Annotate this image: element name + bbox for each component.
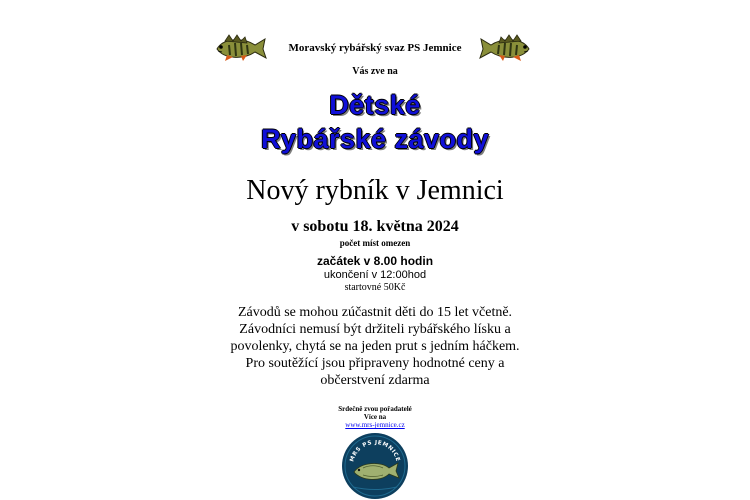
logo-text: MRS PS JEMNICE — [349, 439, 401, 463]
start-time: začátek v 8.00 hodin — [316, 254, 434, 268]
title-line-2: Rybářské závody — [260, 124, 490, 154]
carp-logo-icon — [341, 432, 409, 500]
description-line: Závodů se mohou zúčastnit děti do 15 let včetně. — [237, 305, 513, 320]
description-line: Pro soutěžící jsou připraveny hodnotné ceny a — [245, 356, 505, 371]
invitation-line: Vás zve na — [352, 66, 398, 77]
organization-name: Moravský rybářský svaz PS Jemnice — [288, 42, 462, 54]
venue: Nový rybník v Jemnici — [246, 175, 504, 206]
more-info-label: Více na — [363, 413, 387, 421]
event-date: v sobotu 18. května 2024 — [291, 218, 459, 235]
capacity-note: počet míst omezen — [339, 238, 411, 248]
end-time: ukončení v 12:00hod — [323, 269, 427, 281]
description-line: povolenky, chytá se na jeden prut s jedním háčkem. — [230, 339, 520, 354]
website-link[interactable]: www.mrs-jemnice.cz — [345, 421, 405, 429]
description — [0, 304, 750, 389]
organizers-note: Srdečně zvou pořadatelé — [338, 405, 412, 413]
description-line: občerstvení zdarma — [320, 373, 430, 388]
entry-fee: startovné 50Kč — [344, 282, 406, 293]
description-line: Závodníci nemusí být držiteli rybářského lísku a — [239, 322, 511, 337]
title-line-1: Dětské — [329, 90, 421, 120]
